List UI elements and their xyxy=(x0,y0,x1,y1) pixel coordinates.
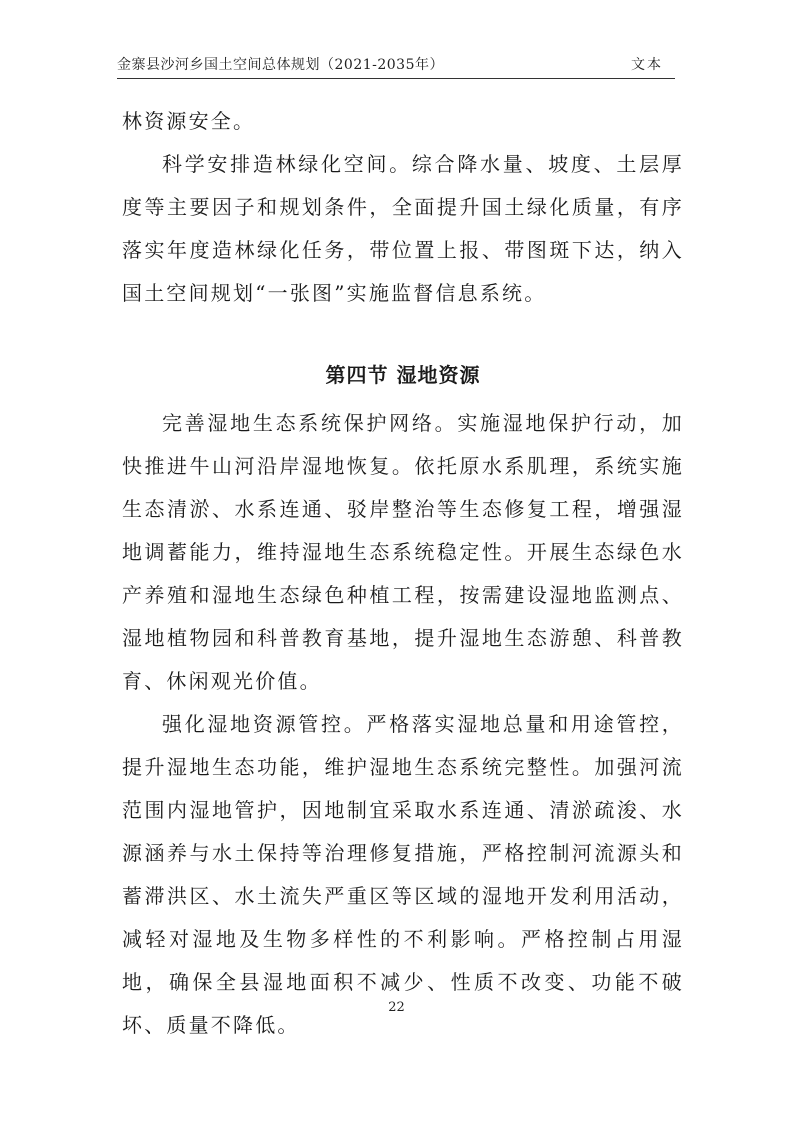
paragraph-afforestation-space: 科学安排造林绿化空间。综合降水量、坡度、土层厚度等主要因子和规划条件，全面提升国土绿化质量，有序落实年度造林绿化任务，带位置上报、带图斑下达，纳入国土空间规划“一张图”实施监督信息系统。 xyxy=(122,152,684,305)
page-header xyxy=(117,56,675,79)
page-number: 22 xyxy=(388,1000,405,1015)
header-title: 金寨县沙河乡国土空间总体规划（2021-2035年） xyxy=(117,57,444,73)
text-block-top xyxy=(122,100,684,315)
paragraph-wetland-resource-control: 强化湿地资源管控。严格落实湿地总量和用途管控，提升湿地生态功能，维护湿地生态系统完整性。加强河流范围内湿地管护，因地制宜采取水系连通、清淤疏浚、水源涵养与水土保持等治理修复措施，严格控制河流源头和蓄滞洪区、水土流失严重区等区域的湿地开发利用活动，减轻对湿地及生物多样性的不利影响。严格控制占用湿地，确保全县湿地面积不减少、性质不改变、功能不破坏、质量不降低。 xyxy=(122,712,684,1037)
paragraph-continuation: 林资源安全。 xyxy=(122,109,256,133)
paragraph-wetland-protection-network: 完善湿地生态系统保护网络。实施湿地保护行动，加快推进牛山河沿岸湿地恢复。依托原水系肌理，系统实施生态清淤、水系连通、驳岸整治等生态修复工程，增强湿地调蓄能力，维持湿地生态系统稳定性。开展生态绿色水产养殖和湿地生态绿色种植工程，按需建设湿地监测点、湿地植物园和科普教育基地，提升湿地生态游憩、科普教育、休闲观光价值。 xyxy=(122,411,684,693)
header-doc-type: 文本 xyxy=(631,57,663,73)
text-block-wetland xyxy=(122,402,684,1047)
section-title: 第四节 湿地资源 xyxy=(325,363,481,387)
